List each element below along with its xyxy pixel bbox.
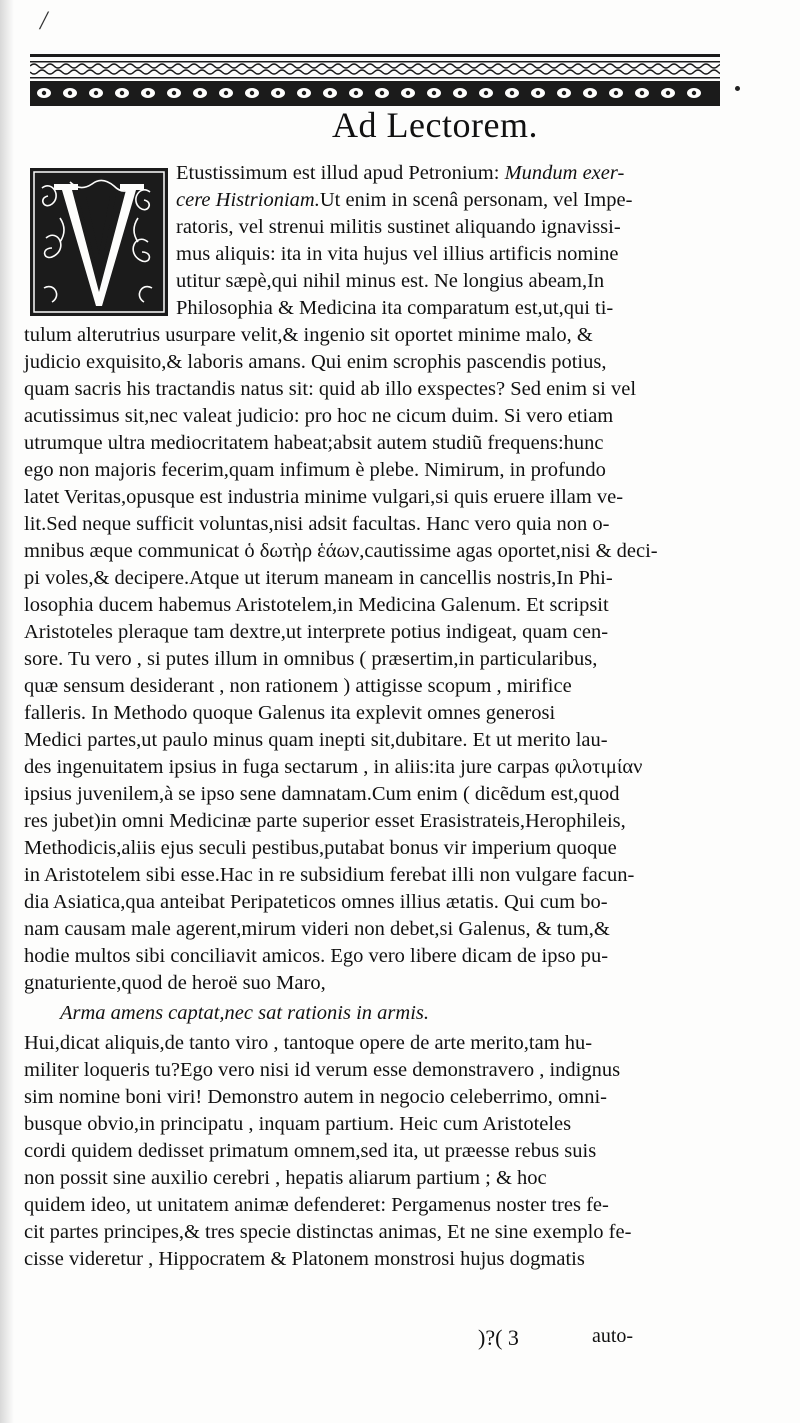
text-line: utrumque ultra mediocritatem habeat;absit autem studiũ frequens:hunc bbox=[24, 432, 604, 454]
text-line: cere Histrioniam.Ut enim in scenâ personam, vel Impe- bbox=[176, 189, 633, 211]
text-line: falleris. In Methodo quoque Galenus ita explevit omnes generosi bbox=[24, 702, 556, 724]
text-line: Hui,dicat aliquis,de tanto viro , tantoque opere de arte merito,tam hu- bbox=[24, 1032, 593, 1054]
text-line: gnaturiente,quod de heroë suo Maro, bbox=[24, 972, 326, 994]
text-line: busque obvio,in principatu , inquam partium. Heic cum Aristoteles bbox=[24, 1113, 572, 1135]
verse-quotation: Arma amens captat,nec sat rationis in armis. bbox=[60, 1002, 429, 1024]
text-line: cit partes principes,& tres specie distinctas animas, Et ne sine exemplo fe- bbox=[24, 1221, 632, 1243]
catchword: auto- bbox=[592, 1325, 634, 1347]
text-line: Aristoteles pleraque tam dextre,ut interprete potius indigeat, quam cen- bbox=[24, 621, 609, 643]
text-line: sim nomine boni viri! Demonstro autem in negocio celeberrimo, omni- bbox=[24, 1086, 607, 1108]
text-line: ego non majoris fecerim,quam infimum è plebe. Nimirum, in profundo bbox=[24, 459, 606, 481]
text-line: utitur sæpè,qui nihil minus est. Ne longius abeam,In bbox=[176, 270, 605, 292]
text-line: militer loqueris tu?Ego vero nisi id verum esse demonstravero , indignus bbox=[24, 1059, 621, 1081]
text-line: res jubet)in omni Medicinæ parte superior esset Erasistrateis,Herophileis, bbox=[24, 810, 626, 832]
corner-mark: / bbox=[40, 6, 48, 35]
text-line: in Aristotelem sibi esse.Hac in re subsidium ferebat illi non vulgare facun- bbox=[24, 864, 635, 886]
text-line: cordi quidem dedisset primatum omnem,sed ita, ut præesse rebus suis bbox=[24, 1140, 597, 1162]
page-edge-shadow bbox=[0, 0, 14, 1423]
text-line: losophia ducem habemus Aristotelem,in Medicina Galenum. Et scripsit bbox=[24, 594, 609, 616]
text-line: dia Asiatica,qua anteibat Peripateticos omnes illius ætatis. Qui cum bo- bbox=[24, 891, 608, 913]
header-ornament-band-icon bbox=[30, 52, 720, 108]
signature-mark: )?( 3 bbox=[478, 1325, 519, 1350]
text-line: tulum alterutrius usurpare velit,& ingenio sit oportet minime malo, & bbox=[24, 324, 593, 346]
text-line: cisse videretur , Hippocratem & Platonem monstrosi hujus dogmatis bbox=[24, 1248, 585, 1270]
text-line: latet Veritas,opusque est industria minime vulgari,si quis eruere illam ve- bbox=[24, 486, 624, 508]
text-line: Methodicis,aliis ejus seculi pestibus,putabat bonus vir imperium quoque bbox=[24, 837, 617, 859]
text-line: des ingenuitatem ipsius in fuga sectarum , in aliis:ita jure carpas φιλοτιμίαν bbox=[24, 756, 643, 778]
text-line: ipsius juvenilem,à se ipso sene damnatam.Cum enim ( dicẽdum est,quod bbox=[24, 783, 620, 805]
text-line: quæ sensum desiderant , non rationem ) attigisse scopum , mirifice bbox=[24, 675, 572, 697]
text-line: Etustissimum est illud apud Petronium: Mundum exer- bbox=[176, 162, 625, 184]
page-title: Ad Lectorem. bbox=[332, 105, 538, 145]
text-line: nam causam male agerent,mirum videri non debet,si Galenus, & tum,& bbox=[24, 918, 610, 940]
text-line: acutissimus sit,nec valeat judicio: pro hoc ne cicum duim. Si vero etiam bbox=[24, 405, 614, 427]
text-line: quidem ideo, ut unitatem animæ defenderet: Pergamenus noster tres fe- bbox=[24, 1194, 609, 1216]
text-line: pi voles,& decipere.Atque ut iterum maneam in cancellis nostris,In Phi- bbox=[24, 567, 613, 589]
text-line: sore. Tu vero , si putes illum in omnibus ( præsertim,in particularibus, bbox=[24, 648, 598, 670]
text-line: mnibus æque communicat ὁ δωτὴρ ἑάων,cautissime agas oportet,nisi & deci- bbox=[24, 540, 658, 562]
text-line: hodie multos sibi conciliavit amicos. Ego vero libere dicam de ipso pu- bbox=[24, 945, 609, 967]
text-line: judicio exquisito,& laboris amans. Qui enim scrophis pascendis potius, bbox=[24, 351, 607, 373]
text-line: quam sacris his tractandis natus sit: quid ab illo exspectes? Sed enim si vel bbox=[24, 378, 637, 400]
ink-dot bbox=[735, 86, 740, 91]
dropcap-initial-v-icon bbox=[30, 168, 168, 316]
text-line: ratoris, vel strenui militis sustinet aliquando ignavissi- bbox=[176, 216, 621, 238]
text-line: Philosophia & Medicina ita comparatum est,ut,qui ti- bbox=[176, 297, 614, 319]
text-line: mus aliquis: ita in vita hujus vel illius artificis nomine bbox=[176, 243, 619, 265]
text-line: Medici partes,ut paulo minus quam inepti sit,dubitare. Et ut merito lau- bbox=[24, 729, 608, 751]
text-line: non possit sine auxilio cerebri , hepatis aliarum partium ; & hoc bbox=[24, 1167, 547, 1189]
text-line: lit.Sed neque sufficit voluntas,nisi adsit facultas. Hanc vero quia non o- bbox=[24, 513, 610, 535]
